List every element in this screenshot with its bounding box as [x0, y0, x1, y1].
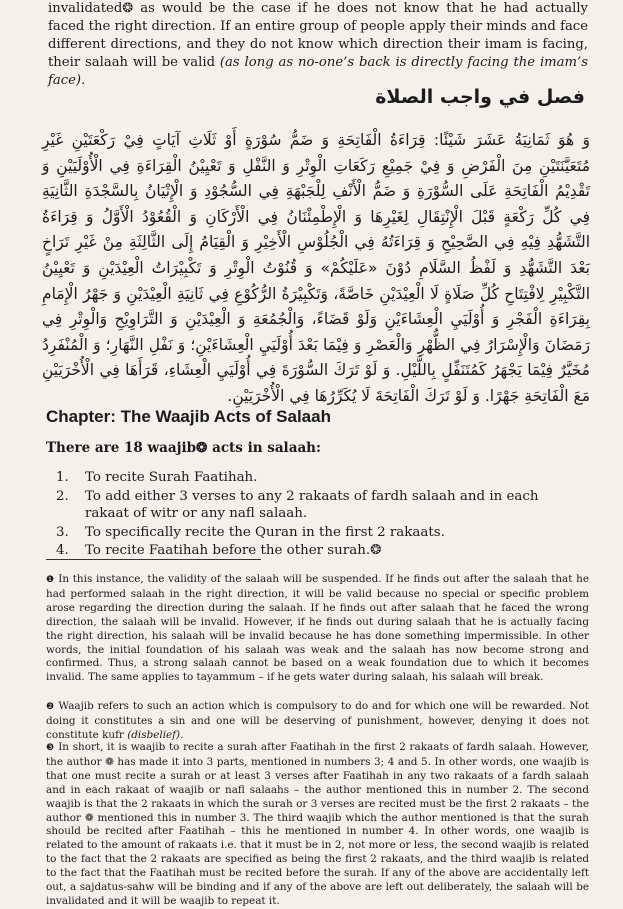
list-item: [56, 542, 576, 560]
footnote-italic: (disbelief).: [127, 728, 184, 741]
intro-italic: (as long as no-one’s back is directly facing the imam’s face).: [48, 55, 588, 88]
list-item: [56, 469, 576, 487]
footnote-text: In short, it is waajib to recite a surah after Faatihah in the first 2 rakaats of fardh salaah. However, the author ❁ has made it into 3 parts, mentioned in numbers 3; 4 and 5. In other words, one waajib is that one must recite a surah or at least 3 verses after Faatihah in any two rakaats of a fardh salaah and in each rakaat of waajib or nafl salaahs – the author mentioned this in number 2. The second waajib is that the 2 rakaats in which the surah or 3 verses are recited must be the first 2 rakaats – the author ❁ mentioned this in number 3. The third waajib which the author mentioned is that the surah should be recited after Faatihah – this he mentioned in number 4. In other words, one waajib is related to the amount of rakaats i.e. that it must be in 2, not more or less, the second waajib is related to the fact that the 2 rakaats are specified as being the first 2 rakaats, and the third waajib is related to the fact that the Faatihah must be recited before the surah. If any of the above are accidentally left out, a sajdatus-sahw will be binding and if any of the above are left out deliberately, the salaah will be invalidated and it will be waajib to repeat it.: [46, 741, 589, 907]
list-item: [56, 488, 576, 523]
footnote-marker: ❶: [46, 575, 55, 585]
chapter-title: Chapter: The Waajib Acts of Salaah: [46, 407, 331, 426]
arabic-text: وَ هُوَ ثَمَانِيَةُ عَشَرَ شَيْئًا: قِرَاءَةُ الْفَاتِحَةِ وَ ضَمُّ سُوْرَةٍ أَوْ ثَلَاثِ آيَاتٍ فِيْ رَكْعَتَيْنِ غَيْرِ مُتَعَيَّنَتَيْنِ مِنَ الْفَرْضِ وَ فِيْ جَمِيْعِ رَكَعَاتِ الْوِتْرِ وَ النَّفْلِ وَ تَعْيِيْنُ الْقِرَاءَةِ فِي الْأُوْلَيَيْنِ وَ تَقْدِيْمُ الْفَاتِحَةِ عَلَى السُّوْرَةِ وَ ضَمُّ الْأَنْفِ لِلْجَبْهَةِ فِي السُّجُوْدِ وَ الْإِتْيَانُ بِالسَّجْدَةِ الثَّانِيَةِ فِي كُلِّ رَكْعَةٍ قَبْلَ الْإِنْتِقَالِ لِغَيْرِهَا وَ الْإِطْمِئْنَانُ فِي الْأَرْكَانِ وَ الْقُعُوْدُ الْأَوَّلُ وَ قِرَاءَةُ التَّشَهُّدِ فِيْهِ فِي الصَّحِيْحِ وَ قِرَاءَتُهُ فِي الْجُلُوْسِ الْأَخِيْرِ وَ الْقِيَامُ إِلَى الثَّالِثَةِ مِنْ غَيْرِ تَرَاخٍ بَعْدَ التَّشَهُّدِ وَ لَفْظُ السَّلَامِ دُوْنَ «عَلَيْكُمْ» وَ قُنُوْتُ الْوِتْرِ وَ تَكْبِيْرَاتُ الْعِيْدَيْنِ وَ تَعْيِيْنُ التَّكْبِيْرِ لِافْتِتَاحِ كُلِّ صَلَاةٍ لَا الْعِيْدَيْنِ خَاصَّةً، وَتَكْبِيْرَةُ الرُّكُوْعِ فِي ثَانِيَةِ الْعِيْدَيْنِ وَ جَهْرُ الْإِمَامِ بِقِرَاءَةِ الْفَجْرِ وَ أُوْلَيَيِ الْعِشَاءَيْنِ وَلَوْ قَضَاءً، وَالْجُمُعَةِ وَ الْعِيْدَيْنِ وَ التَّرَاوِيْحِ وَالْوِتْرِ فِي رَمَضَانَ وَالْإِسْرَارُ فِي الظُّهْرِ وَالْعَصْرِ وَ فِيْمَا بَعْدَ أُوْلَيَيِ الْعِشَاءَيْنِ؛ وَ نَفْلِ النَّهَارِ؛ وَ الْمُنْفَرِدُ مُخَيَّرٌ فِيْمَا يَجْهَرُ كَمُتَنَفِّلٍ بِاللَّيْلِ. وَ لَوْ تَرَكَ السُّوْرَةَ فِي أُوْلَيَيِ الْعِشَاءِ، قَرَأَهَا فِي الْأُخْرَيَيْنِ مَعَ الْفَاتِحَةِ جَهْرًا. وَ لَوْ تَرَكَ الْفَاتِحَةَ لَا يُكَرِّرُهَا فِي الْأُخْرَيَيْنِ.: [42, 131, 590, 405]
footnote-1: [46, 573, 589, 685]
intro-paragraph: [48, 0, 588, 90]
list-number: 2.: [56, 488, 69, 504]
intro-text: invalidated❂ as would be the case if he does not know that he had actually faced the right direction. If an entire group of people apply their minds and face different directions, and they do not know which direction their imam is facing, their salaah will be valid: [48, 1, 588, 70]
list-text: To recite Surah Faatihah.: [85, 470, 258, 485]
chapter-subheading: There are 18 waajib❂ acts in salaah:: [46, 440, 321, 456]
footnote-marker: ❷: [46, 702, 55, 712]
footnote-text: In this instance, the validity of the salaah will be suspended. If he finds out after the salaah that he had performed salaah in the right direction, it will be valid because no special or specific problem arose regarding the direction during the salaah. If he finds out after salaah that he faced the wrong direction, the salaah will be invalid. However, if he finds out during salaah that he is actually facing the right direction, his salaah will be invalid because he has done something impermissible. In other words, the initial foundation of his salaah was weak and the salaah has now become strong and confirmed. Thus, a strong salaah cannot be based on a weak foundation due to which it becomes invalid. The same applies to tayammum – if he gets water during salaah, his salaah will break.: [46, 573, 589, 684]
footnote-divider: [46, 559, 261, 560]
list-text: To specifically recite the Quran in the first 2 rakaats.: [85, 524, 445, 540]
footnote-3: [46, 741, 589, 909]
arabic-heading: فصل في واجب الصلاة: [375, 86, 585, 108]
list-item: [56, 524, 576, 542]
footnote-text: Waajib refers to such an action which is compulsory to do and for which one will be rewarded. Not doing it constitutes a sin and one will be deserving of punishment, however, denying it does not constitute kufr: [46, 700, 589, 741]
list-number: 4.: [56, 543, 69, 558]
footnote-marker: ❸: [46, 743, 55, 753]
footnote-2: [46, 700, 589, 743]
list-number: 3.: [56, 524, 69, 540]
list-text: To add either 3 verses to any 2 rakaats of fardh salaah and in each rakaat of witr or any nafl salaah.: [85, 488, 539, 521]
list-text: To recite Faatihah before the other surah.❂: [85, 543, 382, 558]
list-number: 1.: [56, 470, 69, 485]
waajib-list: [56, 469, 576, 561]
